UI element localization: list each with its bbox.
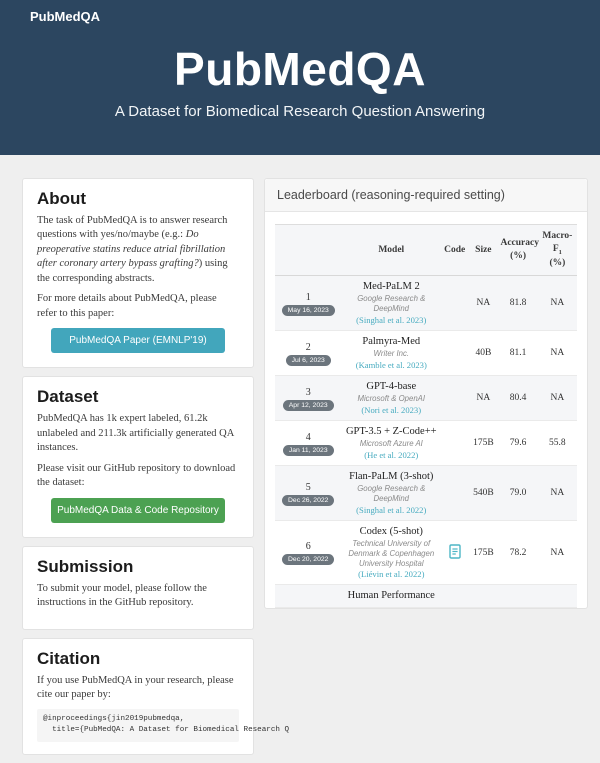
accuracy-cell: 81.1	[498, 331, 537, 376]
citation-link[interactable]: (Liévin et al. 2022)	[358, 569, 425, 580]
submission-body: To submit your model, please follow the instructions in the GitHub repository.	[37, 582, 207, 609]
submission-card	[22, 546, 254, 630]
rank: 4	[305, 431, 311, 443]
about-example: Do preoperative statins reduce atrial fibrillation after coronary artery bypass grafting?	[37, 229, 226, 270]
dataset-card	[22, 376, 254, 537]
rank	[275, 585, 341, 607]
size-cell: NA	[468, 276, 498, 331]
model-name: Palmyra-Med	[362, 336, 421, 348]
date-badge: Dec 20, 2022	[282, 554, 334, 565]
macro-f1-cell: NA	[538, 466, 577, 521]
rank: 2	[305, 341, 311, 353]
model-name: Codex (5-shot)	[359, 525, 423, 537]
table-row	[275, 276, 577, 331]
dataset-body: PubMedQA has 1k expert labeled, 61.2k unlabeled and 211.3k artificially generated QA instances.	[37, 413, 234, 454]
rank: 6	[305, 541, 311, 553]
dataset-heading: Dataset	[37, 387, 99, 407]
paper-button[interactable]: PubMedQA Paper (EMNLP'19)	[51, 328, 225, 353]
citation-link[interactable]: (He et al. 2022)	[364, 449, 419, 460]
right-column	[264, 178, 588, 609]
col-code: Code	[441, 225, 468, 276]
citation-link[interactable]: (Kamble et al. 2023)	[355, 359, 427, 370]
leaderboard-table	[275, 224, 577, 608]
rank: 1	[305, 291, 311, 303]
macro-f1-cell: NA	[538, 520, 577, 585]
code-cell	[441, 331, 468, 376]
citation-card	[22, 638, 290, 755]
size-cell	[468, 585, 498, 607]
col-macro-f1: Macro-$F_1$ (%)	[538, 225, 577, 276]
citation-link[interactable]: (Singhal et al. 2023)	[356, 314, 427, 325]
about-body: The task of PubMedQA is to answer research questions with yes/no/maybe (e.g.: Do preoperative statins reduce atrial fibrillation after coronary artery bypass grafting?) using the corresponding abstracts.	[37, 215, 228, 284]
size-cell: 40B	[468, 331, 498, 376]
page-subtitle: A Dataset for Biomedical Research Question Answering	[114, 103, 486, 120]
about-heading: About	[37, 189, 87, 208]
table-header-row	[275, 225, 577, 276]
date-badge: Dec 26, 2022	[282, 495, 334, 506]
accuracy-cell: 78.2	[498, 520, 537, 585]
accuracy-cell: 79.0	[498, 466, 537, 521]
left-column	[22, 178, 290, 763]
dataset-more-text: Please visit our GitHub repository to download the dataset:	[37, 462, 236, 489]
macro-f1-cell: NA	[538, 331, 577, 376]
affiliation: Google Research & DeepMind	[357, 484, 426, 503]
main-content	[0, 155, 600, 763]
model-name: Flan-PaLM (3-shot)	[349, 471, 434, 483]
date-badge: Apr 12, 2023	[283, 400, 334, 411]
size-cell: 175B	[468, 520, 498, 585]
citation-heading: Citation	[37, 648, 101, 668]
affiliation: Microsoft Azure AI	[359, 439, 423, 449]
size-cell: 175B	[468, 421, 498, 466]
macro-f1-cell	[538, 585, 577, 607]
hero-header	[0, 0, 600, 155]
affiliation: Technical University of Denmark & Copenhagen University Hospital	[348, 539, 435, 568]
citation-link[interactable]: (Singhal et al. 2022)	[356, 504, 427, 515]
bibtex-code-block[interactable]: @inproceedings{jin2019pubmedqa, title={PubMedQA: A Dataset for Biomedical Research Q	[37, 709, 239, 742]
affiliation: Writer Inc.	[373, 349, 410, 359]
table-row	[275, 421, 577, 466]
model-name: GPT-3.5 + Z-Code++	[345, 426, 437, 438]
citation-body: If you use PubMedQA in your research, please cite our paper by:	[37, 674, 234, 701]
table-row	[275, 331, 577, 376]
affiliation: Microsoft & OpenAI	[357, 394, 426, 404]
repository-button[interactable]: PubMedQA Data & Code Repository	[51, 498, 225, 523]
about-more-text: For more details about PubMedQA, please refer to this paper:	[37, 293, 217, 319]
code-cell	[441, 466, 468, 521]
rank: 3	[305, 386, 311, 398]
macro-f1-cell: NA	[538, 276, 577, 331]
file-document-icon[interactable]	[449, 544, 461, 562]
table-row	[275, 585, 577, 607]
macro-f1-cell: 55.8	[538, 421, 577, 466]
leaderboard-card	[264, 178, 588, 609]
col-model: Model	[341, 225, 441, 276]
page-title: PubMedQA	[174, 43, 426, 95]
citation-link[interactable]: (Nori et al. 2023)	[361, 404, 422, 415]
model-name: Human Performance	[347, 590, 435, 602]
size-cell: 540B	[468, 466, 498, 521]
rank: 5	[305, 481, 311, 493]
model-name: GPT-4-base	[366, 381, 417, 393]
col-accuracy: Accuracy (%)	[498, 225, 537, 276]
submission-heading: Submission	[37, 556, 134, 576]
accuracy-cell	[498, 585, 537, 607]
code-cell	[441, 276, 468, 331]
col-rank	[275, 225, 341, 276]
size-cell: NA	[468, 376, 498, 421]
affiliation: Google Research & DeepMind	[357, 294, 426, 314]
macro-f1-cell: NA	[538, 376, 577, 421]
accuracy-cell: 81.8	[498, 276, 537, 331]
about-card	[22, 178, 254, 368]
leaderboard-title: Leaderboard (reasoning-required setting)	[265, 179, 587, 212]
table-row	[275, 376, 577, 421]
code-cell	[441, 421, 468, 466]
accuracy-cell: 80.4	[498, 376, 537, 421]
navbar-brand[interactable]: PubMedQA	[30, 9, 101, 24]
code-cell	[441, 376, 468, 421]
table-row	[275, 520, 577, 585]
date-badge: Jan 11, 2023	[283, 445, 334, 456]
date-badge: May 16, 2023	[282, 305, 335, 316]
model-name: Med-PaLM 2	[362, 281, 420, 293]
date-badge: Jul 6, 2023	[286, 355, 331, 366]
code-cell	[441, 520, 468, 585]
table-row	[275, 466, 577, 521]
accuracy-cell: 79.6	[498, 421, 537, 466]
col-size: Size	[468, 225, 498, 276]
code-cell	[441, 585, 468, 607]
